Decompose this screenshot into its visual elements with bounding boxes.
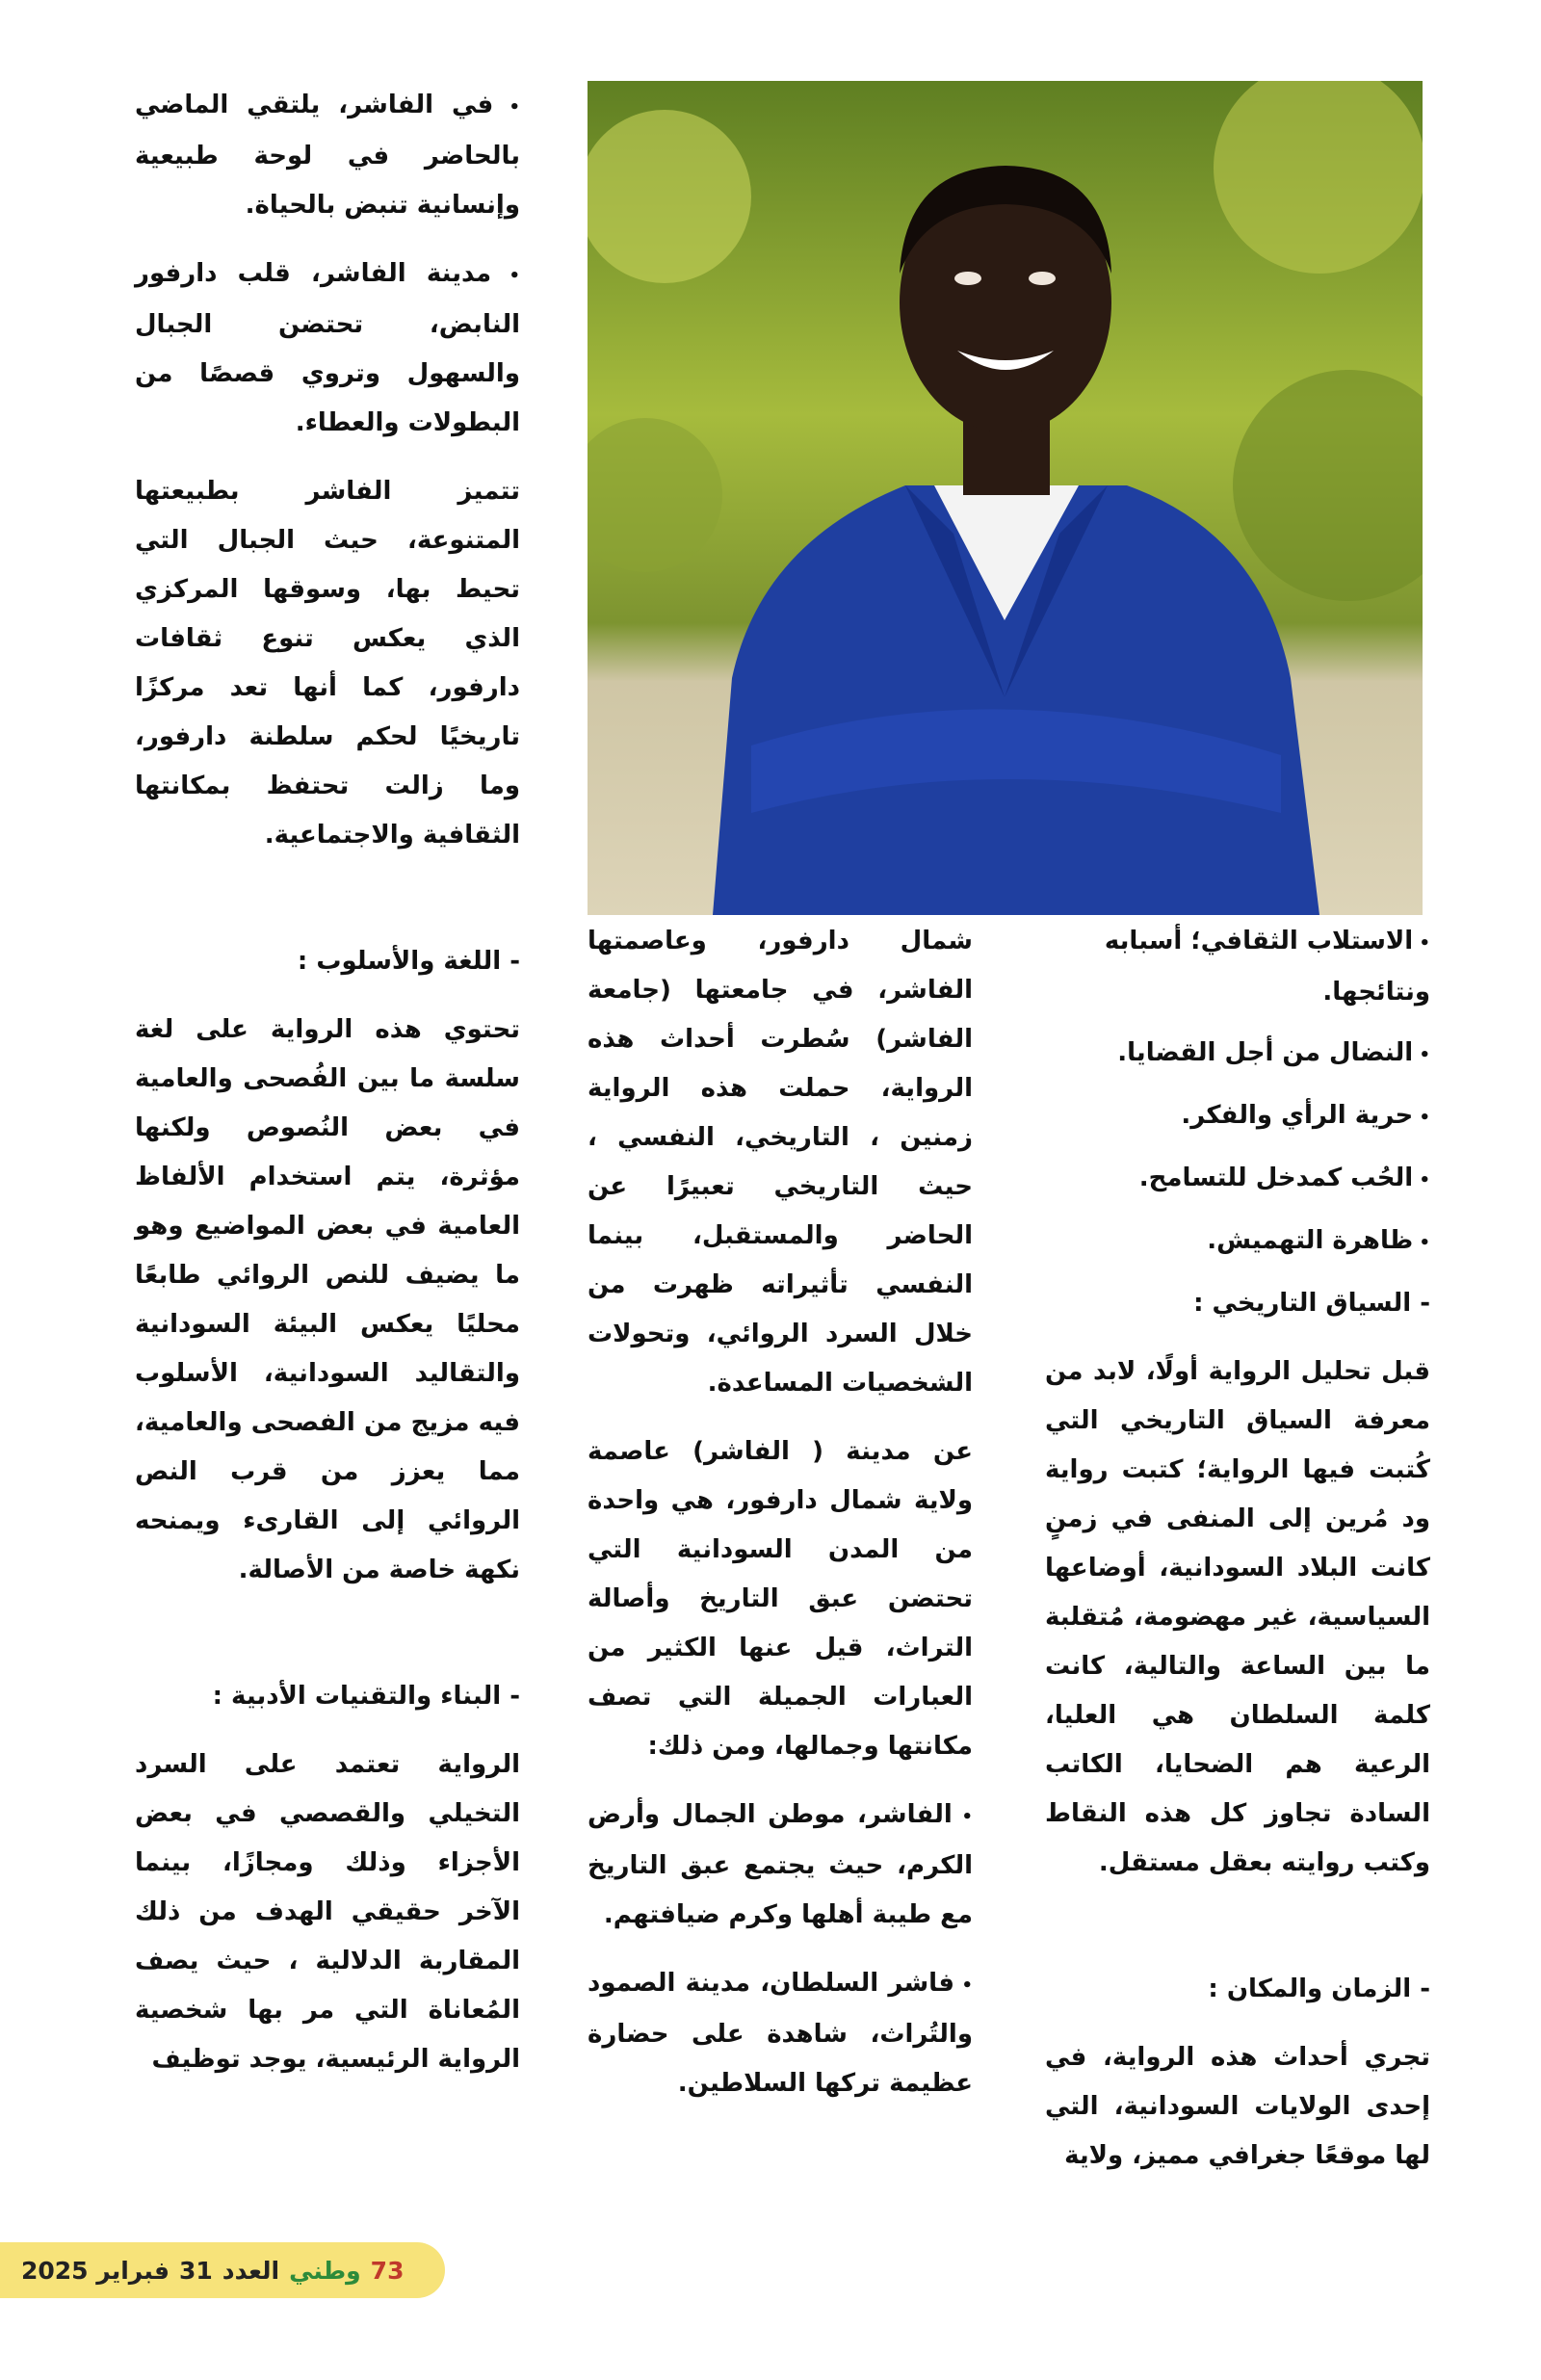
paragraph-time-place: تجري أحداث هذه الرواية، في إحدى الولايات السودانية، التي لها موقعًا جغرافي مميز، ولاية — [1045, 2043, 1430, 2170]
magazine-brand: وطني — [289, 2256, 361, 2285]
heading-historical-context: - السياق التاريخي : — [1193, 1289, 1430, 1318]
page-footer — [0, 2242, 445, 2298]
list-item: • ظاهرة التهميش. — [1045, 1216, 1430, 1268]
middle-paragraph-2: عن مدينة ( الفاشر) عاصمة ولاية شمال دارفور، هي واحدة من المدن السودانية التي تحتضن عبق التاريخ وأصالة التراث، قيل عنها الكثير من العبارات الجميلة التي تصف مكانتها وجمالها، ومن ذلك: — [588, 1437, 973, 1761]
spacer — [1045, 1907, 1430, 1965]
list-item: • النضال من أجل القضايا. — [1045, 1029, 1430, 1080]
right-column — [1045, 917, 1430, 2200]
left-bullet-2: • مدينة الفاشر، قلب دارفور النابض، تحتضن الجبال والسهول وتروي قصصًا من البطولات والعطاء. — [135, 249, 520, 448]
author-photo — [588, 81, 1423, 915]
list-item: • الحُب كمدخل للتسامح. — [1045, 1154, 1430, 1205]
author-portrait-illustration — [588, 81, 1423, 915]
spacer — [135, 879, 520, 937]
themes-list — [1045, 917, 1430, 1268]
left-paragraph-1: تتميز الفاشر بطبيعتها المتنوعة، حيث الجبال التي تحيط بها، وسوقها المركزي الذي يعكس تنوع ثقافات دارفور، كما أنها تعد مركزًا تاريخيًا لحكم سلطنة دارفور، وما زالت تحتفظ بمكانتها الثقافية والاجتماعية. — [135, 477, 520, 850]
spacer — [135, 1614, 520, 1672]
paragraph-language-style: تحتوي هذه الرواية على لغة سلسة ما بين الفُصحى والعامية في بعض النُصوص ولكنها مؤثرة، يتم استخدام الألفاظ العامية في بعض المواضيع وهو ما يضيف للنص الروائي طابعًا محليًا يعكس البيئة السودانية والتقاليد السودانية، الأسلوب فيه مزيج من الفصحى والعامية، مما يعزز من قرب النص الروائي إلى القارىء ويمنحه نكهة خاصة من الأصالة. — [135, 1015, 520, 1584]
heading-literary-structure: - البناء والتقنيات الأدبية : — [212, 1682, 520, 1711]
page-number: 73 — [370, 2256, 405, 2285]
left-bullet-1: • في الفاشر، يلتقي الماضي بالحاضر في لوحة طبيعية وإنسانية تنبض بالحياة. — [135, 81, 520, 230]
list-item: • الاستلاب الثقافي؛ أسبابه ونتائجها. — [1045, 917, 1430, 1017]
paragraph-historical-context: قبل تحليل الرواية أولًا، لابد من معرفة السياق التاريخي التي كُتبت فيها الرواية؛ كتبت رواية ود مُرين إلى المنفى في زمنٍ كانت البلاد السودانية، أوضاعها السياسية، غير مهضومة، مُتقلبة ما بين الساعة والتالية، كانت كلمة السلطان هي العليا، الرعية هم الضحايا، الكاتب السادة تجاوز كل هذه النقاط وكتب روايته بعقل مستقل. — [1045, 1357, 1430, 1877]
left-column — [135, 81, 520, 2104]
heading-time-place: - الزمان والمكان : — [1208, 1975, 1430, 2003]
heading-language-style: - اللغة والأسلوب : — [297, 947, 520, 976]
list-item: • حرية الرأي والفكر. — [1045, 1091, 1430, 1142]
issue-date: فبراير 2025 — [21, 2256, 170, 2285]
issue-number: 31 — [178, 2256, 213, 2285]
middle-bullet-2: • فاشر السلطان، مدينة الصمود والتُراث، شاهدة على حضارة عظيمة تركها السلاطين. — [588, 1959, 973, 2108]
middle-bullet-1: • الفاشر، موطن الجمال وأرض الكرم، حيث يجتمع عبق التاريخ مع طيبة أهلها وكرم ضيافتهم. — [588, 1791, 973, 1940]
middle-column — [588, 917, 973, 2128]
paragraph-literary-structure: الرواية تعتمد على السرد التخيلي والقصصي في بعض الأجزاء وذلك ومجازًا، بينما الآخر حقيقي الهدف من ذلك المقاربة الدلالية ، حيث يصف المُعاناة التي مر بها شخصية الرواية الرئيسية، يوجد توظيف — [135, 1750, 520, 2074]
middle-paragraph-1: شمال دارفور، وعاصمتها الفاشر، في جامعتها (جامعة الفاشر) سُطرت أحداث هذه الرواية، حملت هذه الرواية زمنين ، التاريخي، النفسي ، حيث التاريخي تعبيرًا عن الحاضر والمستقبل، بينما النفسي تأثيراته ظهرت من خلال السرد الروائي، وتحولات الشخصيات المساعدة. — [588, 927, 973, 1398]
issue-label: العدد — [222, 2256, 280, 2285]
